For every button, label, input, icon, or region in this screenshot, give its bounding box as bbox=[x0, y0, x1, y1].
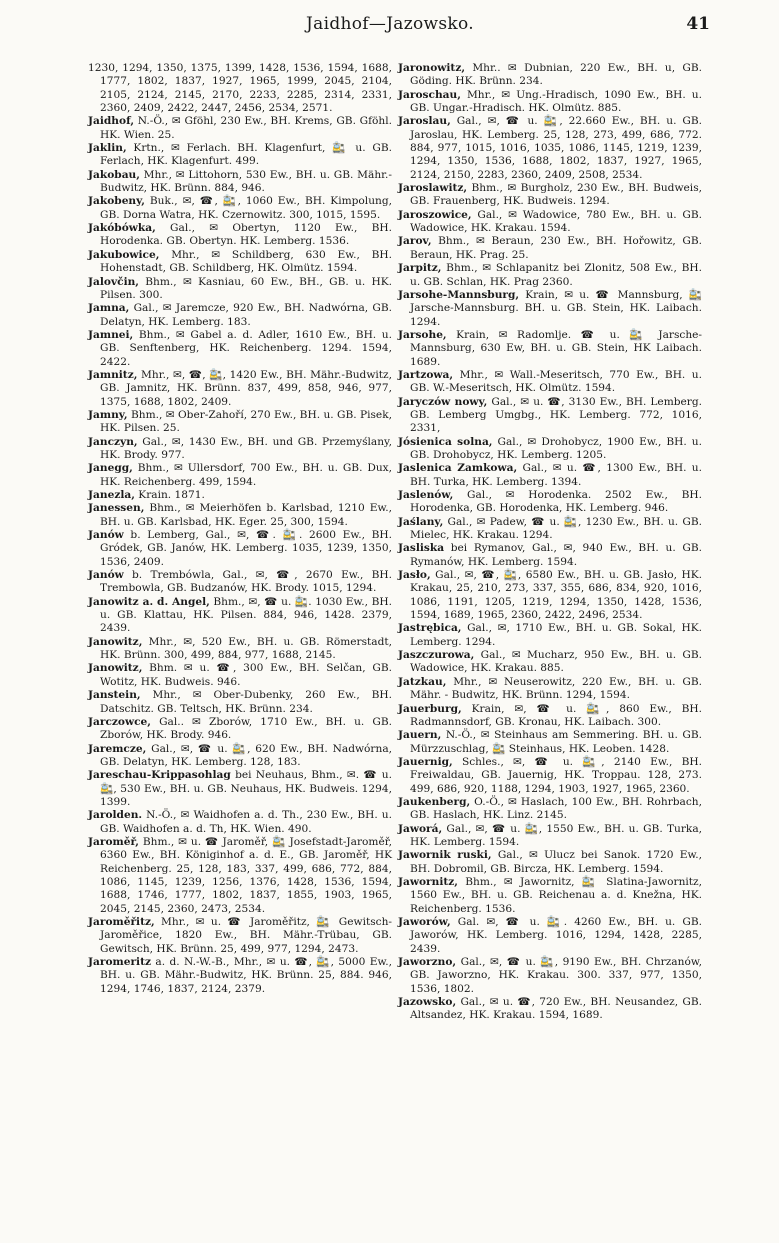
gazetteer-entry bbox=[88, 302, 392, 329]
entry-text: Krain, ✉ u. ☎ Mannsburg, 🚉 Jarsche-Mannsburg. BH. u. GB. Stein, HK. Laibach. 1294. bbox=[410, 288, 702, 328]
entry-text: Gal., ✉ Obertyn, 1120 Ew., BH. Horodenka. GB. Obertyn. HK. Lemberg. 1536. bbox=[100, 222, 392, 248]
gazetteer-entry bbox=[88, 276, 392, 303]
entry-text: N.-Ö., ✉ Gföhl, 230 Ew., BH. Krems, GB. Gföhl. HK. Wien. 25. bbox=[100, 115, 392, 141]
page-header bbox=[70, 14, 710, 38]
entry-headword: Jarsohe, bbox=[398, 328, 447, 341]
gazetteer-entry bbox=[88, 769, 392, 809]
entry-headword: Janessen, bbox=[88, 502, 145, 515]
entry-text: Krain. 1871. bbox=[134, 489, 205, 501]
gazetteer-entry bbox=[398, 115, 702, 182]
entry-headword: Janowitz, bbox=[88, 635, 143, 648]
gazetteer-entry bbox=[88, 369, 392, 409]
entry-text: Mhr., ✉ Neuserowitz, 220 Ew., BH. u. GB. Mähr. - Budwitz, HK. Brünn. 1294, 1594. bbox=[410, 675, 702, 702]
entry-headword: Jasło, bbox=[398, 569, 431, 582]
gazetteer-entry bbox=[88, 142, 392, 169]
gazetteer-entry bbox=[398, 462, 702, 489]
entry-text: Gal., ✉ Wadowice, 780 Ew., BH. u. GB. Wadowice, HK. Krakau. 1594. bbox=[410, 208, 702, 235]
entry-headword: Jamna, bbox=[88, 302, 130, 315]
gazetteer-entry bbox=[398, 436, 702, 463]
entry-headword: Jarov, bbox=[398, 235, 432, 248]
entry-text: b. Lemberg, Gal., ✉, ☎. 🚉. 2600 Ew., BH. Gródek, GB. Janów, HK. Lemberg. 1035, 1239, 1350, 1536, 2409. bbox=[100, 529, 392, 568]
entry-headword: Jakobau, bbox=[88, 168, 140, 181]
entry-headword: Jamnei, bbox=[88, 328, 134, 341]
entry-text: Bhm., ✉ Jawornitz, 🚉 Slatina-Jawornitz, 1560 Ew., BH. u. GB. Reichenau a. d. Knežna, HK. Reichenberg. 1536. bbox=[410, 875, 702, 915]
entry-headword: Jaklin, bbox=[88, 142, 127, 155]
entry-text: Gal., ✉, ☎ u. 🚉, 620 Ew., BH. Nadwórna, GB. Delatyn, HK. Lemberg. 128, 183. bbox=[100, 742, 392, 768]
entry-text: Gal. ✉, ☎ u. 🚉. 4260 Ew., BH. u. GB. Jaworów, HK. Lemberg. 1016, 1294, 1428, 2285, 2439. bbox=[410, 916, 702, 955]
gazetteer-entry bbox=[398, 956, 702, 996]
entry-text: Gal., ✉, ☎ u. 🚉, 22.660 Ew., BH. u. GB. Jaroslau, HK. Lemberg. 25, 128, 273, 499, 686, 772. 884, 977, 1015, 1016, 1035, 1086, 1145, 1219, 1239, 1294, 1350, 1536, 1688, 1802, 1837, 1927, 1965, 2124, 2150, 2283, 2360, 2409, 2508, 2534. bbox=[410, 115, 702, 181]
gazetteer-entry bbox=[88, 222, 392, 249]
gazetteer-entry bbox=[88, 569, 392, 596]
entry-text: Bhm., ✉ Burgholz, 230 Ew., BH. Budweis, GB. Frauenberg, HK. Budweis. 1294. bbox=[410, 182, 702, 208]
entry-text: Gal., ✉ Jaremcze, 920 Ew., BH. Nadwórna, GB. Delatyn, HK. Lemberg. 183. bbox=[100, 302, 392, 328]
entry-text: Gal., ✉ u. ☎, 720 Ew., BH. Neusandez, GB. Altsandez, HK. Krakau. 1594, 1689. bbox=[410, 996, 702, 1022]
gazetteer-entry bbox=[88, 195, 392, 222]
gazetteer-entry bbox=[398, 849, 702, 876]
gazetteer-entry bbox=[398, 369, 702, 396]
gazetteer-entry bbox=[88, 489, 392, 502]
entry-headword: Jauern, bbox=[398, 729, 442, 742]
entry-text: bei Rymanov, Gal., ✉, 940 Ew., BH. u. GB. Rymanów, HK. Lemberg. 1594. bbox=[410, 542, 702, 568]
entry-text: Mhr.. ✉ Dubnian, 220 Ew., BH. u, GB. Göding. HK. Brünn. 234. bbox=[410, 62, 702, 88]
gazetteer-entry bbox=[398, 796, 702, 823]
entry-headword: Janczyn, bbox=[88, 435, 138, 448]
entry-headword: Jawornik ruski, bbox=[398, 849, 492, 862]
entry-text: Bhm., ✉ Kasniau, 60 Ew., BH., GB. u. HK. Pilsen. 300. bbox=[100, 275, 392, 301]
entry-headword: Jaryczów nowy, bbox=[398, 395, 488, 408]
entry-text: Mhr., ✉ Littohorn, 530 Ew., BH. u. GB. Mähr.-Budwitz, HK. Brünn. 884, 946. bbox=[100, 168, 392, 195]
entry-headword: Janezla, bbox=[88, 489, 135, 501]
entry-headword: Jazowsko, bbox=[398, 996, 457, 1009]
gazetteer-entry bbox=[88, 115, 392, 142]
entry-headword: Jamnitz, bbox=[88, 368, 138, 381]
gazetteer-entry bbox=[88, 329, 392, 369]
left-column bbox=[88, 62, 392, 996]
gazetteer-entry bbox=[398, 622, 702, 649]
entry-headword: Jaślany, bbox=[398, 515, 444, 528]
entry-headword: Janowitz a. d. Angel, bbox=[88, 595, 210, 608]
gazetteer-entry bbox=[398, 756, 702, 796]
entry-text: Mhr., ✉ Wall.-Meseritsch, 770 Ew., BH. u. GB. W.-Meseritsch, HK. Olmütz. 1594. bbox=[410, 368, 702, 395]
entry-text: Bhm., ✉ Meierhöfen b. Karlsbad, 1210 Ew., BH. u. GB. Karlsbad, HK. Eger. 25, 300, 1594. bbox=[100, 502, 392, 528]
gazetteer-entry bbox=[398, 676, 702, 703]
entry-text: Gal.. ✉ Zborów, 1710 Ew., BH. u. GB. Zborów, HK. Brody. 946. bbox=[100, 715, 392, 742]
gazetteer-entry bbox=[88, 169, 392, 196]
entry-text: Schles., ✉, ☎ u. 🚉, 2140 Ew., BH. Freiwaldau, GB. Jauernig, HK. Troppau. 128, 273. 499, 686, 920, 1188, 1294, 1903, 1927, 1965, 2360. bbox=[410, 755, 702, 795]
entry-headword: Jaromeritz bbox=[88, 956, 151, 969]
gazetteer-entry bbox=[398, 489, 702, 516]
gazetteer-entry bbox=[88, 636, 392, 663]
gazetteer-entry bbox=[398, 289, 702, 329]
gazetteer-entry bbox=[88, 956, 392, 996]
entry-text: Mhr., ✉ Ober-Dubenky, 260 Ew., BH. Datschitz. GB. Teltsch, HK. Brünn. 234. bbox=[100, 689, 392, 715]
gazetteer-entry bbox=[88, 662, 392, 689]
entry-headword: Jarczowce, bbox=[88, 715, 151, 728]
entry-text: Krain, ✉, ☎ u. 🚉, 860 Ew., BH. Radmannsdorf, GB. Kronau, HK. Laibach. 300. bbox=[410, 702, 702, 728]
gazetteer-entry bbox=[88, 529, 392, 569]
entry-headword: Jaslenica Zamkowa, bbox=[398, 462, 518, 475]
entry-text: Mhr., ✉ Schildberg, 630 Ew., BH. Hohenstadt, GB. Schildberg, HK. Olmütz. 1594. bbox=[100, 248, 392, 275]
gazetteer-entry bbox=[88, 743, 392, 770]
entry-headword: Janów bbox=[88, 529, 124, 542]
entry-headword: Jakóbówka, bbox=[88, 222, 156, 235]
entry-text: Bhm., ✉, ☎ u. 🚉. 1030 Ew., BH. u. GB. Klattau, HK. Pilsen. 884, 946, 1428. 2379, 2439. bbox=[100, 595, 392, 635]
gazetteer-entry bbox=[398, 823, 702, 850]
entry-text: Gal., ✉ u. ☎, 3130 Ew., BH. Lemberg. GB. Lemberg Umgbg., HK. Lemberg. 772, 1016, 2331, bbox=[410, 395, 703, 435]
entry-headword: Jarpitz, bbox=[398, 262, 442, 275]
gazetteer-entry bbox=[398, 262, 702, 289]
entry-headword: Jareschau-Krippasohlag bbox=[88, 769, 231, 782]
entry-text: b. Trembówla, Gal., ✉, ☎, 2670 Ew., BH. Trembowla, GB. Budzanów, HK. Brody. 1015, 1294. bbox=[100, 569, 392, 595]
entry-text: Gal., ✉ Mucharz, 950 Ew., BH. u. GB. Wadowice, HK. Krakau. 885. bbox=[410, 649, 702, 675]
entry-headword: Jalovčin, bbox=[88, 275, 139, 288]
gazetteer-entry bbox=[88, 462, 392, 489]
entry-headword: Jaroszowice, bbox=[398, 208, 472, 221]
entry-headword: Jawornitz, bbox=[398, 875, 458, 888]
entry-text: Gal., ✉, ☎ u. 🚉, 9190 Ew., BH. Chrzanów, GB. Jaworzno, HK. Krakau. 300. 337, 977, 1350, 1536, 1802. bbox=[410, 956, 702, 995]
entry-text: a. d. N.-W.-B., Mhr., ✉ u. ☎, 🚉, 5000 Ew., BH. u. GB. Mähr.-Budwitz, HK. Brünn. 25, 884. 946, 1294, 1746, 1837, 2124, 2379. bbox=[100, 956, 392, 995]
right-column bbox=[398, 62, 702, 1023]
entry-text: Gal., ✉ u. ☎, 1300 Ew., BH. u. BH. Turka, HK. Lemberg. 1394. bbox=[410, 462, 702, 488]
entry-text: Bhm., ✉ Ullersdorf, 700 Ew., BH. u. GB. Dux, HK. Reichenberg. 499, 1594. bbox=[100, 462, 392, 488]
entry-text: Gal., ✉, 1430 Ew., BH. und GB. Przemyślany, HK. Brody. 977. bbox=[100, 435, 392, 461]
entry-text: Bhm., ✉ u. ☎ Jaroměř, 🚉 Josefstadt-Jaroměř, 6360 Ew., BH. Königinhof a. d. E., GB. Jaroměř, HK Reichenberg. 25, 128, 183, 337, 499, 686, 772, 884, 1086, 1145, 1239, 1256, 1376, 1428, 1536, 1594, 1688, 1746, 1777, 1802, 1837, 1855, 1903, 1965, 2045, 2145, 2360, 2473, 2534. bbox=[100, 835, 392, 915]
entry-text: Bhm., ✉ Gabel a. d. Adler, 1610 Ew., BH. u. GB. Senftenberg, HK. Reichenberg. 1294. 1594, 2422. bbox=[100, 328, 392, 368]
entry-headword: Jarolden. bbox=[88, 809, 143, 822]
entry-text: Gal., ✉ Drohobycz, 1900 Ew., BH. u. GB. Drohobycz, HK. Lemberg. 1205. bbox=[410, 435, 702, 461]
entry-headword: Jatzkau, bbox=[398, 675, 447, 688]
entry-headword: Jaroslau, bbox=[398, 115, 451, 128]
gazetteer-entry bbox=[398, 649, 702, 676]
entry-text: Gal., ✉, ☎ u. 🚉, 1550 Ew., BH. u. GB. Turka, HK. Lemberg. 1594. bbox=[410, 822, 702, 848]
gazetteer-entry bbox=[398, 996, 702, 1023]
entry-text: Mhr., ✉ u. ☎ Jaroměřitz, 🚉 Gewitsch-Jaroměřice, 1820 Ew., BH. Mähr.-Trübau, GB. Gewitsch, HK. Brünn. 25, 499, 977, 1294, 2473. bbox=[100, 916, 392, 955]
entry-headword: Jaroschau, bbox=[398, 88, 461, 101]
entry-headword: Jaronowitz, bbox=[398, 62, 466, 74]
gazetteer-entry bbox=[88, 689, 392, 716]
gazetteer-entry bbox=[398, 329, 702, 369]
entry-headword: Jakobeny, bbox=[88, 195, 145, 208]
entry-headword: Janowitz, bbox=[88, 662, 143, 675]
entry-text: O.-Ö., ✉ Haslach, 100 Ew., BH. Rohrbach, GB. Haslach, HK. Linz. 2145. bbox=[410, 795, 702, 822]
entry-headword: Jaukenberg, bbox=[398, 795, 471, 808]
entry-headword: Jósienica solna, bbox=[398, 435, 493, 448]
entry-headword: Janegg, bbox=[88, 462, 133, 475]
entry-headword: Jaroměř, bbox=[88, 835, 139, 848]
entry-headword: Janstein, bbox=[88, 689, 141, 702]
gazetteer-entry bbox=[88, 409, 392, 436]
entry-text: Gal., ✉ Padew, ☎ u. 🚉, 1230 Ew., BH. u. GB. Mielec, HK. Krakau. 1294. bbox=[410, 515, 702, 542]
entry-text: Gal., ✉, 1710 Ew., BH. u. GB. Sokal, HK. Lemberg. 1294. bbox=[410, 622, 702, 648]
gazetteer-entry bbox=[88, 436, 392, 463]
gazetteer-entry bbox=[88, 836, 392, 916]
entry-text: N.-Ö., ✉ Steinhaus am Semmering. BH. u. GB. Mürzzuschlag, 🚉 Steinhaus, HK. Leoben. 1428. bbox=[410, 729, 702, 755]
entry-text: Mhr., ✉, ☎, 🚉, 1420 Ew., BH. Mähr.-Budwitz, GB. Jamnitz, HK. Brünn. 837, 499, 858, 946, 977, 1375, 1688, 1802, 2409. bbox=[100, 368, 392, 408]
gazetteer-entry bbox=[398, 876, 702, 916]
gazetteer-entry bbox=[88, 502, 392, 529]
gazetteer-entry bbox=[398, 516, 702, 543]
entry-headword: Jaroměřitz, bbox=[88, 916, 155, 928]
entry-text: Gal., ✉, ☎, 🚉, 6580 Ew., BH. u. GB. Jasło, HK. Krakau, 25, 210, 273, 337, 355, 686, 834, 920, 1016, 1086, 1191, 1205, 1219, 1294, 1350, 1428, 1536, 1594, 1689, 1965, 2360, 2422, 2496, 2534. bbox=[410, 569, 702, 622]
entry-text: 1230, 1294, 1350, 1375, 1399, 1428, 1536, 1594, 1688, 1777, 1802, 1837, 1927, 1965, 1999, 2045, 2104, 2105, 2124, 2145, 2170, 2233, 2285, 2314, 2331, 2360, 2409, 2422, 2447, 2456, 2534, 2571. bbox=[88, 62, 392, 115]
entry-headword: Jaslenów, bbox=[398, 489, 454, 501]
gazetteer-entry bbox=[88, 809, 392, 836]
entry-headword: Jaworów, bbox=[398, 916, 451, 928]
entry-text: Bhm., ✉ Schlapanitz bei Zlonitz, 508 Ew., BH. u. GB. Schlan, HK. Prag 2360. bbox=[410, 262, 702, 288]
entry-headword: Jaszczurowa, bbox=[398, 649, 475, 662]
entry-text: Krain, ✉ Radomlje. ☎ u. 🚉 Jarsche-Mannsburg, 630 Ew, BH. u. GB. Stein, HK Laibach. 1689. bbox=[410, 328, 702, 368]
entry-headword: Jarsohe-Mannsburg, bbox=[398, 288, 520, 301]
entry-text: Mhr., ✉, 520 Ew., BH. u. GB. Römerstadt, HK. Brünn. 300, 499, 884, 977, 1688, 2145. bbox=[100, 635, 392, 662]
gazetteer-entry bbox=[398, 235, 702, 262]
entry-text: Bhm. ✉ u. ☎, 300 Ew., BH. Selčan, GB. Wotitz, HK. Budweis. 946. bbox=[100, 662, 392, 688]
entry-headword: Jakubowice, bbox=[88, 248, 160, 261]
gazetteer-entry bbox=[398, 62, 702, 89]
page-number: 41 bbox=[686, 14, 710, 34]
gazetteer-entry bbox=[398, 542, 702, 569]
entry-headword: Jamny, bbox=[88, 408, 128, 421]
entry-headword: Jastrębica, bbox=[398, 622, 462, 635]
entry-text: bei Neuhaus, Bhm., ✉. ☎ u. 🚉, 530 Ew., BH. u. GB. Neuhaus, HK. Budweis. 1294, 1399. bbox=[100, 769, 392, 808]
running-title: Jaidhof—Jazowsko. bbox=[306, 14, 474, 34]
entry-text: Gal., ✉ Ulucz bei Sanok. 1720 Ew., BH. Dobromil, GB. Bircza, HK. Lemberg. 1594. bbox=[410, 849, 703, 875]
gazetteer-entry bbox=[398, 396, 702, 436]
entry-headword: Jartzowa, bbox=[398, 368, 454, 381]
entry-headword: Jaidhof, bbox=[88, 115, 135, 128]
entry-text: Gal., ✉ Horodenka. 2502 Ew., BH. Horodenka, GB. Horodenka, HK. Lemberg. 946. bbox=[410, 489, 702, 515]
gazetteer-entry bbox=[398, 569, 702, 622]
gazetteer-entry bbox=[88, 249, 392, 276]
gazetteer-entry bbox=[398, 182, 702, 209]
gazetteer-entry bbox=[88, 716, 392, 743]
gazetteer-entry bbox=[398, 916, 702, 956]
gazetteer-entry bbox=[88, 596, 392, 636]
gazetteer-entry bbox=[398, 209, 702, 236]
entry-headword: Jasliska bbox=[398, 542, 445, 555]
entry-headword: Jaremcze, bbox=[88, 742, 147, 755]
entry-headword: Jaworá, bbox=[398, 822, 443, 835]
entry-headword: Jaworzno, bbox=[398, 956, 457, 969]
gazetteer-entry bbox=[88, 916, 392, 956]
entry-text: Bhm., ✉ Beraun, 230 Ew., BH. Hořowitz, GB. Beraun, HK. Prag. 25. bbox=[410, 235, 702, 261]
entry-headword: Janów bbox=[88, 569, 124, 582]
entry-text: Buk., ✉, ☎, 🚉, 1060 Ew., BH. Kimpolung, GB. Dorna Watra, HK. Czernowitz. 300, 1015, 1595. bbox=[100, 195, 392, 221]
entry-text: Mhr., ✉ Ung.-Hradisch, 1090 Ew., BH. u. GB. Ungar.-Hradisch. HK. Olmütz. 885. bbox=[410, 88, 702, 115]
entry-headword: Jauernig, bbox=[398, 755, 453, 768]
gazetteer-entry bbox=[398, 703, 702, 730]
gazetteer-entry bbox=[398, 89, 702, 116]
entry-text: Krtn., ✉ Ferlach. BH. Klagenfurt, 🚉 u. GB. Ferlach, HK. Klagenfurt. 499. bbox=[100, 142, 392, 168]
entry-headword: Jaroslawitz, bbox=[398, 182, 468, 195]
gazetteer-entry bbox=[398, 729, 702, 756]
entry-text: N.-Ö., ✉ Waidhofen a. d. Th., 230 Ew., BH. u. GB. Waidhofen a. d. Th, HK. Wien. 490. bbox=[100, 809, 392, 835]
entry-headword: Jauerburg, bbox=[398, 702, 462, 715]
entry-text: Bhm., ✉ Ober-Zahoří, 270 Ew., BH. u. GB. Pisek, HK. Pilsen. 25. bbox=[100, 408, 392, 435]
gazetteer-entry bbox=[88, 62, 392, 115]
